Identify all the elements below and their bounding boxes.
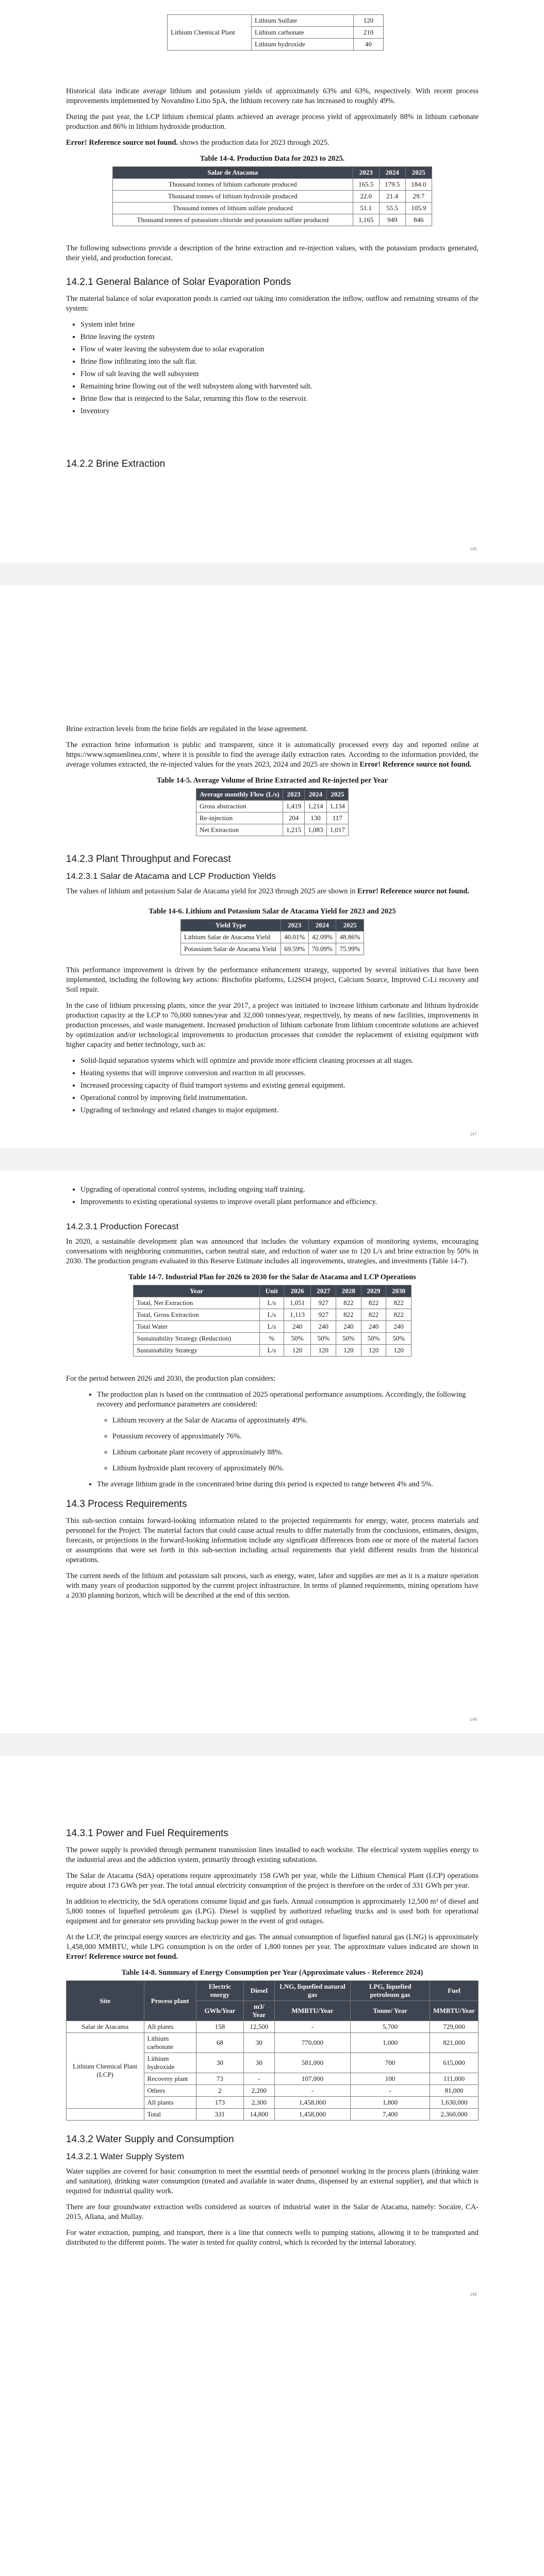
list-item: • Flow of salt leaving the well subsystem — [80, 369, 479, 379]
table-caption: Table 14-7. Industrial Plan for 2026 to 2030 for the Salar de Atacama and LCP Operations — [128, 1273, 416, 1281]
top-production-table — [167, 14, 384, 50]
paragraph: In 2020, a sustainable development plan was announced that includes the voluntary expansion of monitoring systems, encouraging conversations with neighboring communities, carbon neutral state, and reduction of water use to 120 L/s and brine extraction by 50% in 2030. The production program evaluated in this Reserve Estimate includes all improvements, strategies, and investments (Table 14-7). — [66, 1238, 479, 1265]
paragraph: Brine extraction levels from the brine fields are regulated in the lease agreement. — [66, 725, 308, 733]
section-heading-14-3-2: 14.3.2 Water Supply and Consumption — [66, 2134, 234, 2145]
list-item: • The production plan is based on the continuation of 2025 operational performance assumptions. Accordingly, the following recovery and performance parameters are considered: ◦ Lithium recovery at the Salar de Atacama of approximately 49%. ◦ Potassium recovery of approximately 76%. ◦ Lithium carbonate plant recovery of approximately 88%. ◦ Lithium hydroxide plant recovery of approximately 86%. — [97, 1390, 479, 1473]
table-row: Lithium hydroxide 30 30 581,000 700 615,000 — [67, 2053, 479, 2073]
subsection-heading-yields: 14.2.3.1 Salar de Atacama and LCP Production Yields — [66, 871, 276, 881]
table-row: Others 2 2,200 - - 81,000 — [67, 2085, 479, 2097]
table-row: Net Extraction 1,215 1,083 1,017 — [196, 824, 349, 836]
error-reference: Error! Reference source not found. — [66, 1953, 178, 1961]
paragraph: Water supplies are covered for basic consumption to meet the essential needs of personnel working in the process plants (drinking water and sanitation), drinking water consumption (treated and available in water drums, dispensed by an external supplier), and that which is required for industrial quality work. — [66, 2167, 479, 2195]
table-row: Total, Gross Extraction L/s 1,113 927 822 822 822 — [134, 1309, 411, 1321]
list-item: • Brine leaving the system — [80, 332, 479, 342]
list-item: • Flow of water leaving the subsystem due to solar evaporation — [80, 345, 479, 354]
list-item: • Solid-liquid separation systems which will optimize and provide more efficient cleaning processes at all stages. — [80, 1056, 479, 1066]
subsection-heading-forecast: 14.2.3.1 Production Forecast — [66, 1222, 179, 1231]
table-row: Salar de Atacama All plants 158 12,500 - 5,700 729,000 — [67, 2021, 479, 2033]
list-item: • Improvements to existing operational systems to improve overall plant performance and efficiency. — [80, 1197, 479, 1207]
top-table-cell: Lithium hydroxide — [252, 39, 354, 50]
table-row: All plants 173 2,300 1,458,000 1,800 1,630,000 — [67, 2097, 479, 2109]
page-3 — [0, 1171, 544, 1733]
improvement-list — [66, 1056, 479, 1115]
paragraph: The material balance of solar evaporation ponds is carried out taking into consideration the inflow, outflow and remaining streams of the system: — [66, 295, 479, 313]
brine-volume-table: Average monthly Flow (L/s) 2023 2024 2025 Gross abstraction 1,419 1,214 1,134 Re-injection 204 130 117 Net Extraction 1,215 1,083 1,017 — [196, 788, 349, 836]
paragraph: There are four groundwater extraction wells considered as sources of industrial water in the Salar de Atacama, namely: Socaire, CA-2015, Allana, and Mullay. — [66, 2203, 479, 2221]
industrial-plan-table: Year Unit 2026 2027 2028 2029 2030 Total, Net Extraction L/s 1,051 927 822 822 822 Total, Gross Extraction L/s 1,113 927 822 822 822 Total Water L/s 240 240 240 240 240 Sustainability Strategy (Reduction) % 50% 50% 50% 50% 50% Sustainability Strategy L/s 120 120 120 120 120 — [133, 1285, 411, 1357]
top-table-cell: 120 — [353, 15, 383, 27]
operations-list — [66, 1185, 479, 1207]
table-row: Thousand tonnes of potassium chloride and potassium sulfate produced 1,165 949 846 — [113, 214, 432, 226]
list-item: • Remaining brine flowing out of the well subsystem along with harvested salt. — [80, 382, 479, 392]
page-number: 149 — [469, 2292, 477, 2297]
list-item: • Brine flow that is reinjected to the Salar, returning this flow to the reservoir. — [80, 394, 479, 404]
production-data-table: Salar de Atacama 2023 2024 2025 Thousand tonnes of lithium carbonate produced 165.5 179.5 184.0 Thousand tonnes of lithium hydroxide produced 22.0 21.4 29.7 Thousand tonnes of lithium sulfate produced 51.1 55.5 105.9 Thousand tonnes of potassium chloride and potassium sulfate produced 1,165 949 846 — [112, 166, 432, 226]
section-heading-14-3: 14.3 Process Requirements — [66, 1499, 187, 1510]
top-table-cell: Lithium Sulfate — [252, 15, 354, 27]
table-caption: Table 14-5. Average Volume of Brine Extracted and Re-injected per Year — [156, 776, 388, 785]
list-item: ◦ Lithium hydroxide plant recovery of approximately 86%. — [112, 1464, 479, 1473]
list-item: ◦ Lithium carbonate plant recovery of approximately 88%. — [112, 1448, 479, 1458]
list-item: • Heating systems that will improve conversion and reaction in all processes. — [80, 1069, 479, 1078]
top-table-cell: 40 — [353, 39, 383, 50]
paragraph: The power supply is provided through permanent transmission lines installed to each worksite. The electrical system supplies energy to the industrial areas and the addiction system, primarily through existing substations. — [66, 1846, 479, 1864]
list-item: • System inlet brine — [80, 320, 479, 330]
table-row: Thousand tonnes of lithium hydroxide produced 22.0 21.4 29.7 — [113, 191, 432, 202]
plan-sublist — [97, 1416, 479, 1473]
page-separator — [0, 1148, 544, 1171]
top-table-cell: 210 — [353, 27, 383, 39]
list-item: • Brine flow infiltrating into the salt flat. — [80, 357, 479, 367]
table-row: Re-injection 204 130 117 — [196, 812, 349, 824]
table-row: Thousand tonnes of lithium sulfate produced 51.1 55.5 105.9 — [113, 202, 432, 214]
section-heading-14-2-2: 14.2.2 Brine Extraction — [66, 459, 166, 469]
paragraph: Error! Reference source not found. shows the production data for 2023 through 2025. — [66, 139, 329, 147]
yield-table: Yield Type 2023 2024 2025 Lithium Salar de Atacama Yield 40.01% 42.09% 48.86% Potassium Salar de Atacama Yield 69.59% 70.09% 75.99% — [180, 919, 364, 955]
paragraph: The Salar de Atacama (SdA) operations require approximately 158 GWh per year, while the Lithium Chemical Plant (LCP) operations require about 173 GWh per year. The total annual electricity consumption of the project is therefore on the order of 331 GWh per year. — [66, 1872, 479, 1890]
page-separator — [0, 1733, 544, 1756]
paragraph: The following subsections provide a description of the brine extraction and re-injection values, with the potassium products generated, their yield, and production forecast. — [66, 244, 479, 262]
paragraph: The extraction brine information is public and transparent, since it is automatically processed every day and reported online at https://www.sqmsenlinea.com/, where it is possible to find the average daily extraction rates. According to the information provided, the average volumes extracted, the re-injected values for the years 2023, 2024 and 2025 are shown in Error! Reference source not found. — [66, 741, 479, 769]
paragraph: This performance improvement is driven by the performance enhancement strategy, supported by several initiatives that have been implemented, including the following key actions: Bischofite platforms, Li2SO4 project, Calcium Source, Improved C-Li recovery and Soil repair. — [66, 966, 479, 994]
page-separator — [0, 563, 544, 585]
page-2 — [0, 585, 544, 1148]
page-number: 147 — [469, 1131, 477, 1137]
balance-list — [66, 320, 479, 416]
list-item: ◦ Potassium recovery of approximately 76%. — [112, 1432, 479, 1442]
list-item: • Upgrading of technology and related changes to major equipment. — [80, 1106, 479, 1115]
page-1 — [0, 0, 544, 563]
table-row: Sustainability Strategy L/s 120 120 120 120 120 — [134, 1345, 411, 1357]
table-row: Thousand tonnes of lithium carbonate produced 165.5 179.5 184.0 — [113, 179, 432, 191]
paragraph: Historical data indicate average lithium and potassium yields of approximately 63% and 63%, respectively. With recent process improvements implemented by Novandino Litio SpA, the lithium recovery rate has increased to roughly 49%. — [66, 87, 479, 105]
paragraph: This sub-section contains forward-looking information related to the projected requirements for energy, water, process materials and personnel for the Project. The material factors that could cause actual results to differ materially from the conclusions, estimates, designs, forecasts, or projections in the forward-looking information include any significant differences from one or more of the material factors or assumptions that were set forth in this sub-section including actual requirements that yield different results from the historical operations. — [66, 1517, 479, 1564]
table-row: Sustainability Strategy (Reduction) % 50% 50% 50% 50% 50% — [134, 1333, 411, 1345]
table-row: Lithium Salar de Atacama Yield 40.01% 42.09% 48.86% — [181, 931, 364, 943]
page-number: 146 — [469, 546, 477, 551]
list-item: ◦ Lithium recovery at the Salar de Atacama of approximately 49%. — [112, 1416, 479, 1426]
subsection-heading-water-supply: 14.3.2.1 Water Supply System — [66, 2151, 184, 2161]
paragraph: The values of lithium and potassium Salar de Atacama yield for 2023 through 2025 are shown in Error! Reference source not found. — [66, 887, 470, 895]
paragraph: During the past year, the LCP lithium chemical plants achieved an average process yield of approximately 88% in lithium carbonate production and 86% in lithium hydroxide production. — [66, 113, 479, 131]
top-table-cell: Lithium carbonate — [252, 27, 354, 39]
list-item: • Operational control by improving field instrumentation. — [80, 1093, 479, 1103]
paragraph: For water extraction, pumping, and transport, there is a line that connects wells to pumping stations, allowing it to be transported and distributed to the different points. The water is tested for quality control, which is recorded by the internal laboratory. — [66, 2229, 479, 2247]
table-row: Total Water L/s 240 240 240 240 240 — [134, 1321, 411, 1333]
paragraph: In the case of lithium processing plants, since the year 2017, a project was initiated to increase lithium carbonate and lithium hydroxide production capacity at the LCP to 70,000 tonnes/year and 32,000 tonnes/year, respectively, by means of new facilities, improvements in production processes, and waste management. Increased production of lithium carbonate from lithium concentrate solutions are achieved by optimization and/or technological improvements to production processes that consider the replacement of existing equipment with higher capacity and better technology, such as: — [66, 1002, 479, 1049]
page-number: 148 — [469, 1717, 477, 1722]
table-row: Total 331 14,800 1,458,000 7,400 2,360,000 — [67, 2109, 479, 2121]
table-caption: Table 14-4. Production Data for 2023 to 2025. — [200, 155, 345, 163]
table-row: Lithium Chemical Plant (LCP) Lithium carbonate 68 30 770,000 1,000 821,000 — [67, 2033, 479, 2053]
error-reference: Error! Reference source not found. — [66, 139, 178, 147]
section-heading-14-2-3: 14.2.3 Plant Throughput and Forecast — [66, 854, 231, 865]
paragraph: In addition to electricity, the SdA operations consume liquid and gas fuels. Annual consumption is approximately 12,500 m³ of diesel and 5,800 tonnes of liquefied petroleum gas (LPG). Diesel is supplied by authorized refueling trucks and is used both for operational equipment and for generator sets providing backup power in the event of grid outages. — [66, 1897, 479, 1925]
list-item: • Upgrading of operational control systems, including ongoing staff training. — [80, 1185, 479, 1195]
list-item: • Inventory — [80, 406, 479, 416]
error-reference: Error! Reference source not found. — [359, 760, 472, 769]
table-row: Potassium Salar de Atacama Yield 69.59% 70.09% 75.99% — [181, 943, 364, 955]
energy-consumption-table: Site Process plant Electric energy Diesel LNG, liquefied natural gas LPG, liquefied petroleum gas Fuel GWh/Year m3/ Year MMBTU/Year Tonne/ Year MMBTU/Year Salar de Atacama All plants 158 12,500 - 5,700 729,000 Lithium Chemical Plant (LCP) Lithium carbonate 68 30 770,000 1,000 821,000 Lithium hydroxide 30 30 581,000 700 615,000 Recovery plant 73 - 107,000 100 111,000 Others 2 2,200 - - 81,000 All plants 173 2,300 1,458,000 1,800 1,630,000 Total 331 14,800 1,458,000 7,400 2,360,000 — [66, 1980, 479, 2121]
section-heading-14-3-1: 14.3.1 Power and Fuel Requirements — [66, 1828, 228, 1839]
table-row: Total, Net Extraction L/s 1,051 927 822 822 822 — [134, 1297, 411, 1309]
plan-list — [66, 1390, 479, 1489]
paragraph: The current needs of the lithium and potassium salt process, such as energy, water, labor and supplies are met as it is a mature operation with many years of production supported by the current project infrastructure. In terms of planned requirements, mining operations have a 2030 planning horizon, which will be described at the end of this section. — [66, 1572, 479, 1600]
section-heading-14-2-1: 14.2.1 General Balance of Solar Evaporation Ponds — [66, 277, 291, 287]
paragraph: For the period between 2026 and 2030, the production plan considers: — [66, 1375, 276, 1383]
table-row: Recovery plant 73 - 107,000 100 111,000 — [67, 2073, 479, 2085]
table-row: Gross abstraction 1,419 1,214 1,134 — [196, 801, 349, 812]
paragraph: At the LCP, the principal energy sources are electricity and gas. The annual consumption of liquefied natural gas (LNG) is approximately 1,458,000 MMBTU, while LPG consumption is on the order of 1,800 tonnes per year. The approximate values indicated are shown in Error! Reference source not found. — [66, 1933, 479, 1961]
list-item: • The average lithium grade in the concentrated brine during this period is expected to range between 4% and 5%. — [97, 1480, 479, 1489]
page-4 — [0, 1756, 544, 2312]
table-caption: Table 14-6. Lithium and Potassium Salar de Atacama Yield for 2023 and 2025 — [149, 907, 396, 916]
error-reference: Error! Reference source not found. — [357, 887, 470, 895]
table-caption: Table 14-8. Summary of Energy Consumption per Year (Approximate values - Reference 2024) — [121, 1969, 423, 1977]
top-table-group: Lithium Chemical Plant — [168, 15, 252, 50]
list-item: • Increased processing capacity of fluid transport systems and existing general equipment. — [80, 1081, 479, 1091]
